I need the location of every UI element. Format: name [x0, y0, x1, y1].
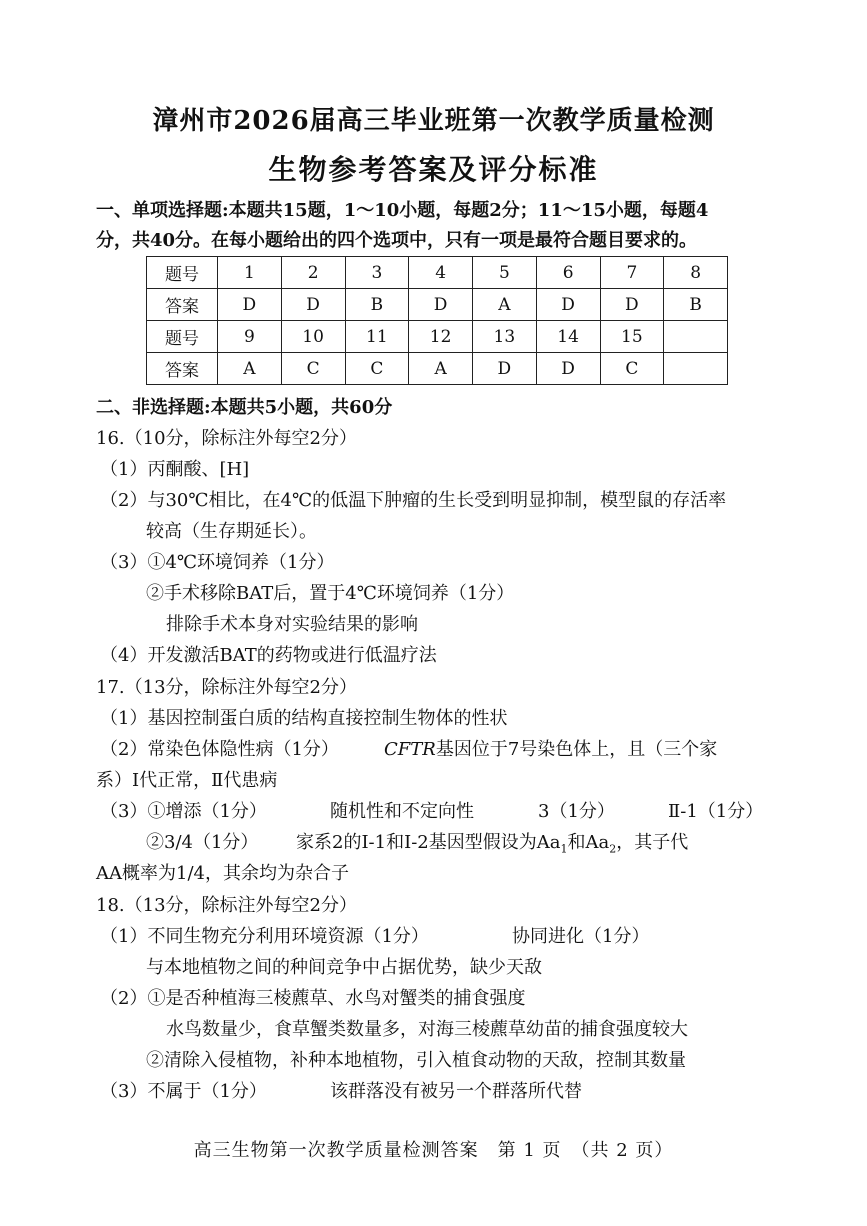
subscript: 1 — [560, 842, 568, 856]
table-cell — [664, 321, 728, 353]
q18-answer-2c: ②清除入侵植物，补种本地植物，引入植食动物的天敌，控制其数量 — [146, 1050, 686, 1071]
table-cell: B — [345, 289, 409, 321]
q16-answer-3c: 排除手术本身对实验结果的影响 — [166, 614, 418, 635]
table-row — [147, 321, 728, 353]
q17-answer-2b — [384, 739, 717, 761]
q16-heading: 16.（10分，除标注外每空2分） — [96, 428, 357, 449]
q16-answer-4: （4）开发激活BAT的药物或进行低温疗法 — [100, 645, 437, 666]
q18-answer-1c: 与本地植物之间的种间竞争中占据优势，缺少天敌 — [146, 957, 542, 978]
q17-answer-3e: ②3/4（1分） — [146, 832, 259, 853]
table-cell: D — [536, 289, 600, 321]
q17-answer-2a: （2）常染色体隐性病（1分） — [100, 739, 339, 760]
q17-answer-2-cont: 系）Ⅰ代正常，Ⅱ代患病 — [96, 770, 278, 791]
table-cell: 12 — [409, 321, 473, 353]
table-cell: 2 — [281, 257, 345, 289]
table-cell: 7 — [600, 257, 664, 289]
gene-name: CFTR — [384, 739, 436, 760]
section1-instructions-line2: 分，共40分。在每小题给出的四个选项中，只有一项是最符合题目要求的。 — [96, 230, 698, 251]
page-footer: 高三生物第一次教学质量检测答案 第 1 页 （共 2 页） — [193, 1140, 674, 1161]
table-cell: 9 — [218, 321, 282, 353]
table-cell: 8 — [664, 257, 728, 289]
table-cell: 10 — [281, 321, 345, 353]
q18-answer-1b: 协同进化（1分） — [512, 926, 650, 947]
table-cell: D — [473, 353, 537, 385]
q17-answer-3c: 3（1分） — [538, 801, 615, 822]
table-cell: A — [473, 289, 537, 321]
table-cell — [664, 353, 728, 385]
table-row — [147, 257, 728, 289]
table-cell: 11 — [345, 321, 409, 353]
table-cell: D — [218, 289, 282, 321]
section1-instructions-line1: 一、单项选择题:本题共15题，1～10小题，每题2分；11～15小题，每题4 — [96, 200, 709, 221]
table-cell: 6 — [536, 257, 600, 289]
table-row — [147, 289, 728, 321]
table-cell: 4 — [409, 257, 473, 289]
table-cell: B — [664, 289, 728, 321]
q18-answer-2a: （2）①是否种植海三棱藨草、水鸟对蟹类的捕食强度 — [100, 988, 526, 1009]
q18-answer-3b: 该群落没有被另一个群落所代替 — [330, 1081, 582, 1102]
table-cell: C — [345, 353, 409, 385]
answer-table — [146, 256, 728, 385]
q17-answer-3f — [296, 832, 688, 861]
table-cell: 13 — [473, 321, 537, 353]
q17-answer-3f-text: 家系2的Ⅰ-1和Ⅰ-2基因型假设为Aa — [296, 832, 561, 853]
table-cell: 1 — [218, 257, 282, 289]
q16-answer-3b: ②手术移除BAT后，置于4℃环境饲养（1分） — [146, 583, 515, 604]
table-cell: A — [218, 353, 282, 385]
table-cell: D — [409, 289, 473, 321]
q17-answer-3-cont: AA概率为1/4，其余均为杂合子 — [96, 863, 349, 884]
table-cell: D — [536, 353, 600, 385]
table-cell: 14 — [536, 321, 600, 353]
q16-answer-1: （1）丙酮酸、[H] — [100, 459, 250, 480]
q17-answer-1: （1）基因控制蛋白质的结构直接控制生物体的性状 — [100, 708, 508, 729]
table-cell: C — [281, 353, 345, 385]
table-cell: 15 — [600, 321, 664, 353]
table-cell: D — [600, 289, 664, 321]
table-cell: 答案 — [147, 353, 218, 385]
q18-heading: 18.（13分，除标注外每空2分） — [96, 895, 357, 916]
table-cell: A — [409, 353, 473, 385]
table-cell: 题号 — [147, 257, 218, 289]
table-row — [147, 353, 728, 385]
page-title: 漳州市2026届高三毕业班第一次教学质量检测 — [152, 106, 715, 136]
table-cell: 答案 — [147, 289, 218, 321]
q17-answer-3f-text3: ，其子代 — [616, 832, 689, 853]
subscript: 2 — [609, 842, 617, 856]
q17-heading: 17.（13分，除标注外每空2分） — [96, 677, 357, 698]
q18-answer-1a: （1）不同生物充分利用环境资源（1分） — [100, 926, 429, 947]
page-subtitle: 生物参考答案及评分标准 — [268, 153, 599, 186]
q17-answer-3a: （3）①增添（1分） — [100, 801, 267, 822]
table-cell: C — [600, 353, 664, 385]
q17-answer-2b-text: 基因位于7号染色体上，且（三个家 — [435, 739, 718, 760]
section2-heading: 二、非选择题:本题共5小题，共60分 — [96, 397, 393, 418]
table-cell: 3 — [345, 257, 409, 289]
q16-answer-2-cont: 较高（生存期延长）。 — [146, 521, 317, 542]
q17-answer-3b: 随机性和不定向性 — [330, 801, 474, 822]
table-cell: 题号 — [147, 321, 218, 353]
q18-answer-3a: （3）不属于（1分） — [100, 1081, 267, 1102]
q17-answer-3f-text2: 和Aa — [567, 832, 610, 853]
q18-answer-2b: 水鸟数量少，食草蟹类数量多，对海三棱藨草幼苗的捕食强度较大 — [166, 1019, 688, 1040]
q17-answer-3d: Ⅱ-1（1分） — [668, 801, 764, 822]
q16-answer-3a: （3）①4℃环境饲养（1分） — [100, 552, 335, 573]
q16-answer-2: （2）与30℃相比，在4℃的低温下肿瘤的生长受到明显抑制，模型鼠的存活率 — [100, 490, 727, 511]
table-cell: 5 — [473, 257, 537, 289]
table-cell: D — [281, 289, 345, 321]
